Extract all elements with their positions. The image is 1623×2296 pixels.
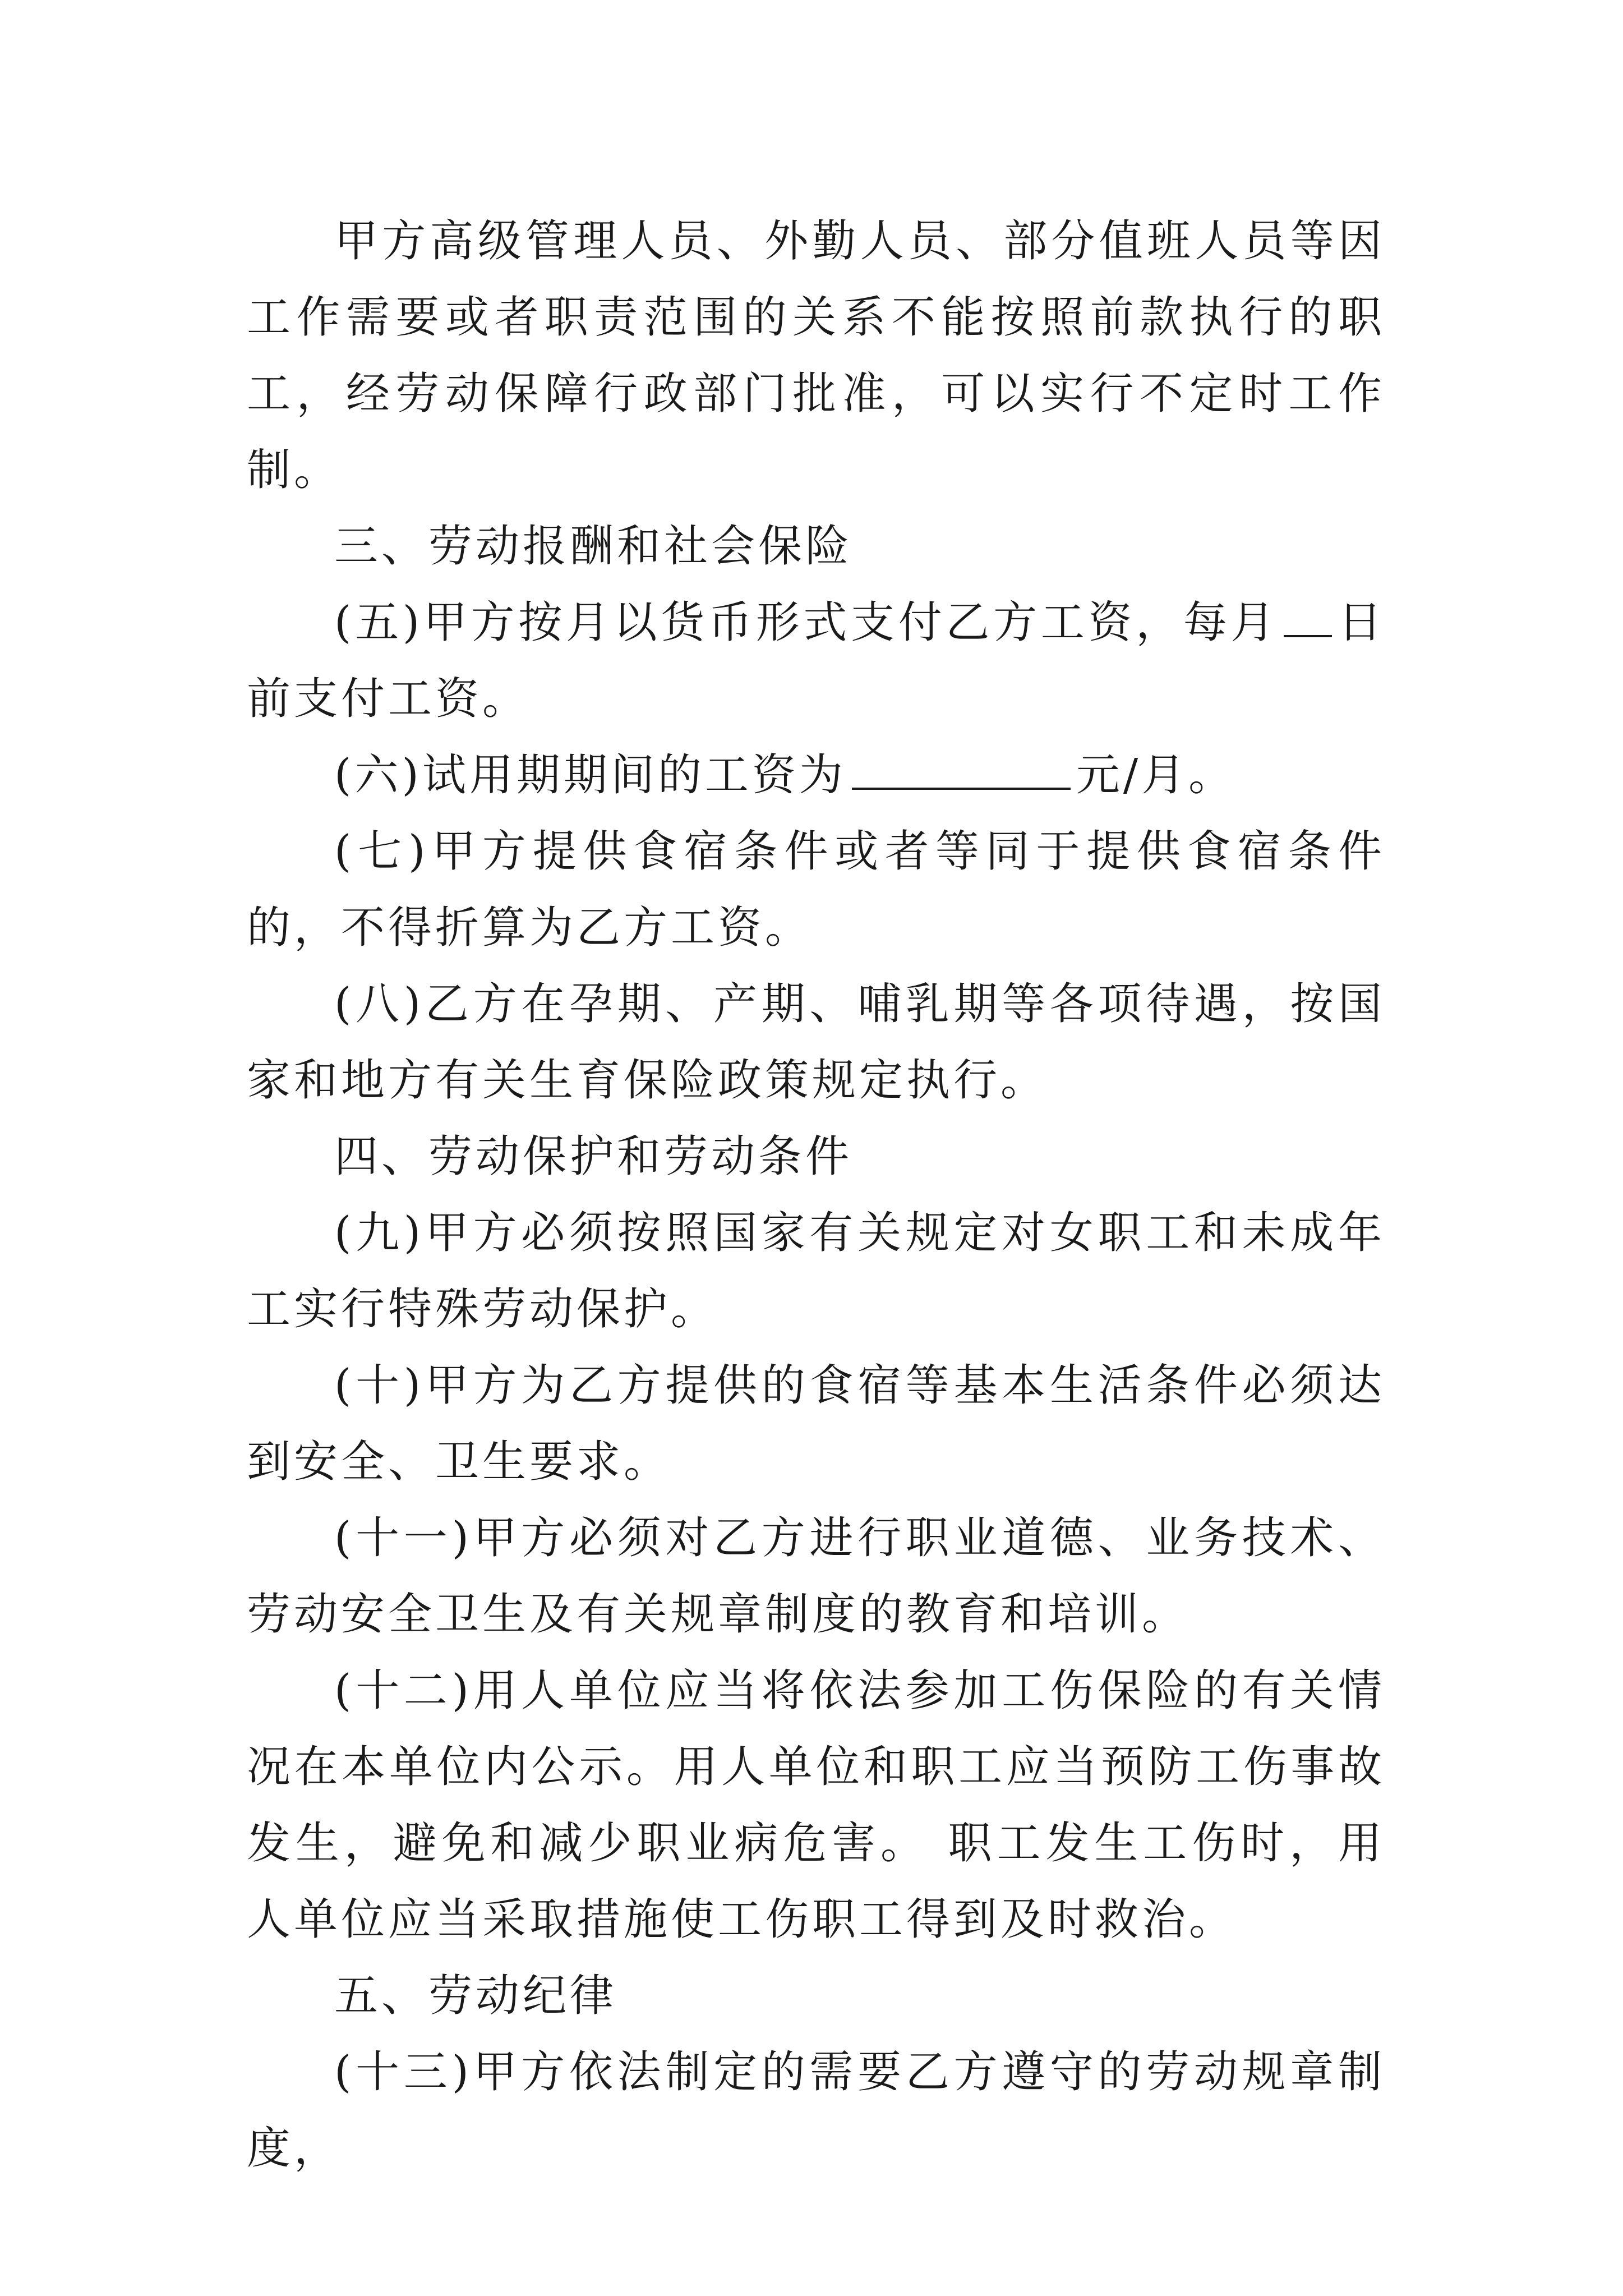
clause-5-text-after: 日前支付工资。 bbox=[247, 597, 1385, 724]
document-body bbox=[247, 203, 1385, 2187]
paragraph-irregular-hours: 甲方高级管理人员、外勤人员、部分值班人员等因工作需要或者职责范围的关系不能按照前款执行的职工，经劳动保障行政部门批准，可以实行不定时工作制。 bbox=[247, 216, 1385, 495]
clause-10-living-conditions: (十)甲方为乙方提供的食宿等基本生活条件必须达到安全、卫生要求。 bbox=[247, 1360, 1385, 1487]
clause-6-text-before: (六)试用期期间的工资为 bbox=[334, 750, 846, 800]
clause-5-text-before: (五)甲方按月以货币形式支付乙方工资，每月 bbox=[334, 597, 1279, 648]
clause-13-rules: (十三)甲方依法制定的需要乙方遵守的劳动规章制度， bbox=[247, 2047, 1385, 2174]
clause-5-salary-payment bbox=[247, 585, 1385, 737]
clause-12-work-injury: (十二)用人单位应当将依法参加工伤保险的有关情况在本单位内公示。用人单位和职工应当预防工伤事故发生，避免和减少职业病危害。 职工发生工伤时，用人单位应当采取措施使工伤职工得到及时救治。 bbox=[247, 1665, 1385, 1945]
section-heading-discipline: 五、劳动纪律 bbox=[334, 1971, 617, 2021]
clause-7-board-lodging: (七)甲方提供食宿条件或者等同于提供食宿条件的，不得折算为乙方工资。 bbox=[247, 826, 1385, 953]
clause-11-training: (十一)甲方必须对乙方进行职业道德、业务技术、劳动安全卫生及有关规章制度的教育和培训。 bbox=[247, 1513, 1385, 1640]
probation-salary-blank bbox=[852, 753, 1071, 790]
clause-8-maternity: (八)乙方在孕期、产期、哺乳期等各项待遇，按国家和地方有关生育保险政策规定执行。 bbox=[247, 979, 1385, 1106]
payday-blank bbox=[1284, 600, 1332, 637]
section-heading-protection: 四、劳动保护和劳动条件 bbox=[334, 1131, 853, 1182]
clause-9-special-protection: (九)甲方必须按照国家有关规定对女职工和未成年工实行特殊劳动保护。 bbox=[247, 1208, 1385, 1335]
clause-6-probation-salary bbox=[247, 737, 1385, 813]
section-heading-remuneration: 三、劳动报酬和社会保险 bbox=[334, 521, 853, 572]
clause-6-text-after: 元/月。 bbox=[1076, 750, 1236, 800]
